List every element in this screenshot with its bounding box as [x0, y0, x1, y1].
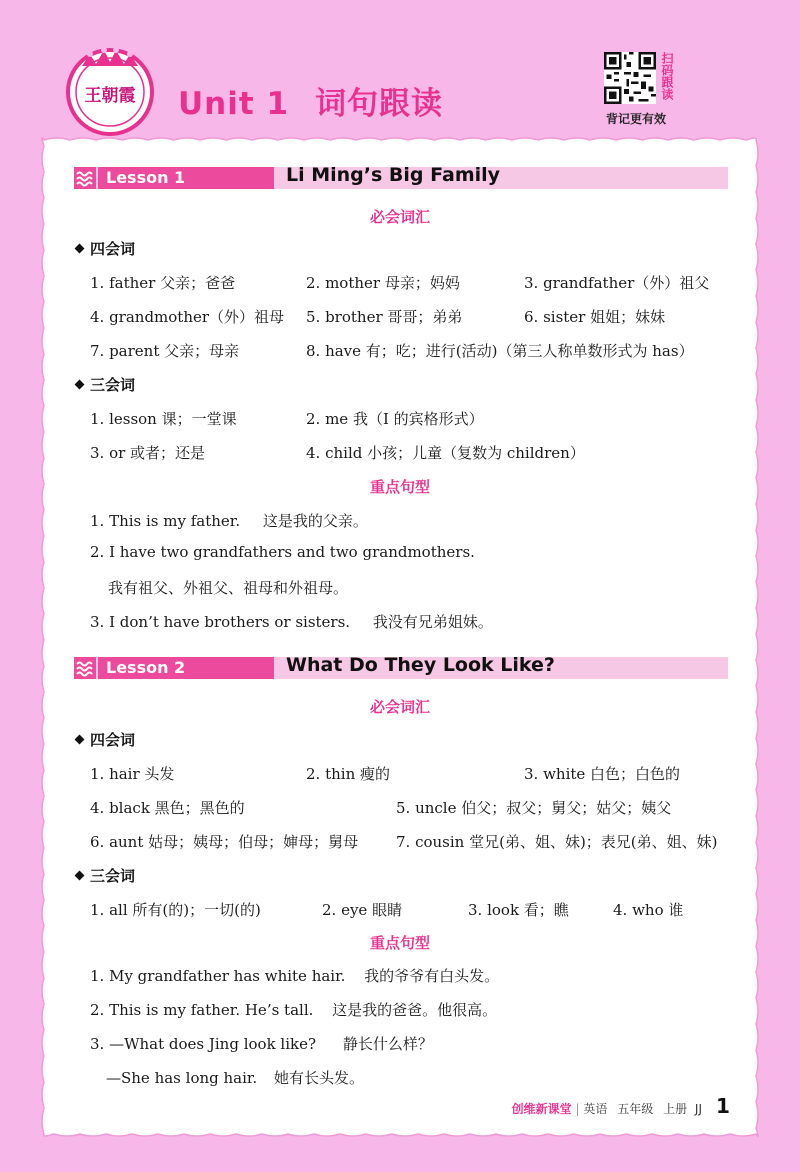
- sentence-cn: 我有祖父、外祖父、祖母和外祖母。: [108, 579, 349, 597]
- footer-subject: 英语: [583, 1102, 608, 1116]
- lesson-1-four-label: 四会词: [76, 238, 135, 259]
- sentence-en: 2. This is my father. He’s tall.: [90, 1001, 314, 1019]
- vocab-item: 2. mother 母亲；妈妈: [306, 274, 460, 292]
- vocab-item: 2. me 我（I 的宾格形式）: [306, 410, 484, 428]
- scan-follow-label: 扫码跟读: [660, 52, 674, 100]
- footer-brand: 创维新课堂: [511, 1102, 572, 1116]
- vocab-item: 2. eye 眼睛: [322, 901, 403, 919]
- lesson-2-banner: [74, 655, 728, 681]
- wave-icon: [74, 167, 96, 189]
- sentence-cn: 我没有兄弟姐妹。: [372, 613, 493, 631]
- vocab-item: 2. thin 瘦的: [306, 765, 390, 783]
- vocab-item: 5. uncle 伯父；叔父；舅父；姑父；姨父: [396, 799, 672, 817]
- sentence-cn: 这是我的父亲。: [262, 512, 368, 530]
- wave-icon: [74, 657, 96, 679]
- lesson-2-vocab-heading: 必会词汇: [369, 698, 430, 716]
- unit-label: Unit 1: [178, 86, 290, 122]
- lesson-2-title: What Do They Look Like?: [286, 654, 555, 676]
- lesson-1-tag: Lesson 1: [98, 167, 274, 189]
- lesson-1-vocab-heading: 必会词汇: [369, 208, 430, 226]
- sentence-cn: 她有长头发。: [273, 1069, 364, 1087]
- sentence-en: 1. This is my father.: [90, 512, 241, 530]
- vocab-item: 6. sister 姐姐；妹妹: [524, 308, 666, 326]
- lesson-1-three-label: 三会词: [76, 374, 135, 395]
- vocab-item: 4. child 小孩；儿童（复数为 children）: [306, 444, 585, 462]
- lesson-2-tag: Lesson 2: [98, 657, 274, 679]
- sentence-cn: 这是我的爸爸。他很高。: [332, 1001, 498, 1019]
- sentence-en: 3. —What does Jing look like?: [90, 1035, 317, 1053]
- memo-label: 背记更有效: [606, 112, 667, 126]
- lesson-2-four-label: 四会词: [76, 729, 135, 750]
- sentence-cn: 静长什么样？: [342, 1035, 433, 1053]
- vocab-item: 6. aunt 姑母；姨母；伯母；婶母；舅母: [90, 833, 359, 851]
- lesson-2-sentence-heading: 重点句型: [369, 934, 430, 952]
- sentence-en: —She has long hair.: [106, 1069, 258, 1087]
- vocab-item: 3. look 看；瞧: [468, 901, 569, 919]
- sentence-en: 1. My grandfather has white hair.: [90, 967, 346, 985]
- vocab-item: 8. have 有；吃；进行(活动)（第三人称单数形式为 has）: [306, 342, 694, 360]
- footer-volume: 上册: [663, 1102, 688, 1116]
- lesson-1-banner: [74, 165, 728, 191]
- logo-text: 王朝霞: [84, 86, 136, 106]
- vocab-item: 3. or 或者；还是: [90, 444, 206, 462]
- page-number: 1: [716, 1094, 730, 1118]
- vocab-item: 4. black 黑色；黑色的: [90, 799, 245, 817]
- sentence-line: [106, 1067, 364, 1088]
- vocab-item: 1. lesson 课；一堂课: [90, 410, 237, 428]
- page-footer: 创维新课堂 | 英语 五年级 上册 JJ: [511, 1102, 702, 1116]
- vocab-item: 3. white 白色；白色的: [524, 765, 681, 783]
- sentence-en: 3. I don’t have brothers or sisters.: [90, 613, 351, 631]
- sentence-line: [90, 510, 368, 531]
- unit-subtitle: 词句跟读: [315, 86, 444, 122]
- sentence-line: [90, 999, 497, 1020]
- vocab-item: 4. grandmother（外）祖母: [90, 308, 285, 326]
- sentence-line: [90, 1033, 433, 1054]
- vocab-item: 1. father 父亲；爸爸: [90, 274, 236, 292]
- vocab-item: 3. grandfather（外）祖父: [524, 274, 710, 292]
- unit-title: [178, 78, 443, 123]
- vocab-item: 1. hair 头发: [90, 765, 175, 783]
- footer-edition: JJ: [694, 1102, 702, 1116]
- lesson-1-title: Li Ming’s Big Family: [286, 164, 501, 186]
- sentence-cn: 我的爷爷有白头发。: [364, 967, 500, 985]
- sentence-line: [90, 965, 499, 986]
- qr-code-icon[interactable]: [604, 52, 656, 104]
- sentence-line: [90, 611, 493, 632]
- lesson-2-three-label: 三会词: [76, 865, 135, 886]
- vocab-item: 7. parent 父亲；母亲: [90, 342, 240, 360]
- vocab-item: 5. brother 哥哥；弟弟: [306, 308, 463, 326]
- brand-logo: [64, 44, 156, 136]
- vocab-item: 7. cousin 堂兄(弟、姐、妹)；表兄(弟、姐、妹): [396, 833, 718, 851]
- vocab-item: 1. all 所有(的)；一切(的): [90, 901, 261, 919]
- vocab-item: 4. who 谁: [613, 901, 684, 919]
- lesson-1-sentence-heading: 重点句型: [369, 478, 430, 496]
- footer-grade: 五年级: [617, 1102, 654, 1116]
- sentence-en: 2. I have two grandfathers and two grandmothers.: [90, 543, 475, 561]
